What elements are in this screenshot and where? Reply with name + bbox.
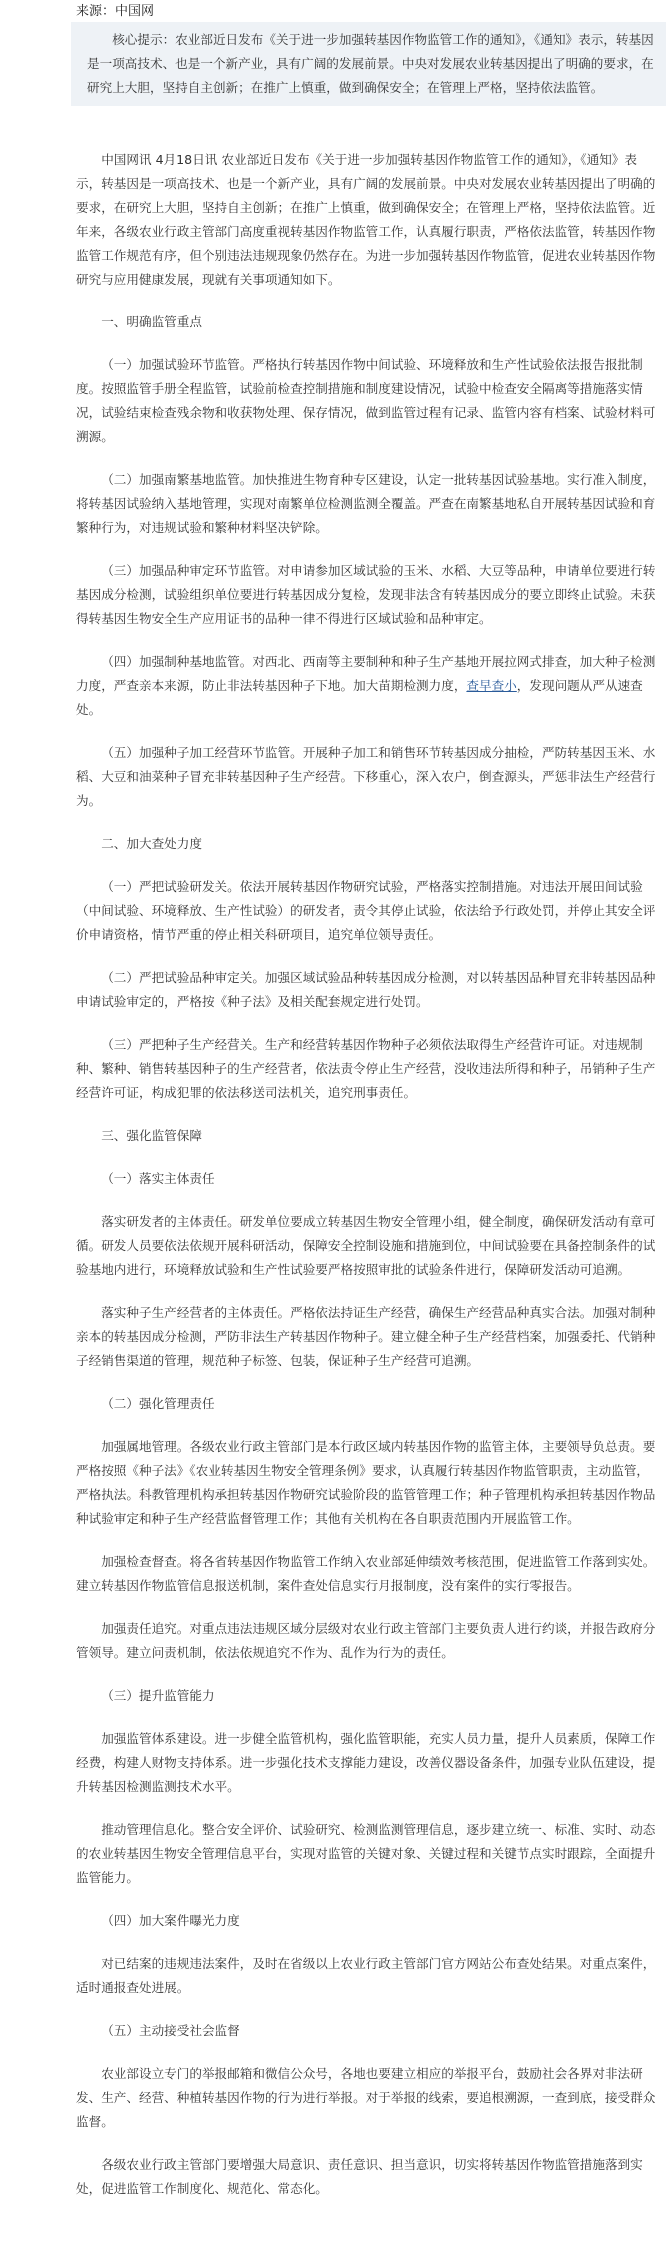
paragraph-text: （四）加强制种基地监管。对西北、西南等主要制种和种子生产基地开展拉网式排查，加大种子检测力度，严查亲本来源，防止非法转基因种子下地。加大苗期检测力度， (76, 654, 656, 693)
paragraph: 加强检查督查。将各省转基因作物监管工作纳入农业部延伸绩效考核范围，促进监管工作落到实处。建立转基因作物监管信息报送机制，案件查处信息实行月报制度，没有案件的实行零报告。 (76, 1554, 656, 1593)
paragraph (76, 650, 658, 722)
paragraph: （一）严把试验研发关。依法开展转基因作物研究试验，严格落实控制措施。对违法开展田间试验（中间试验、环境释放、生产性试验）的研发者，责令其停止试验，依法给予行政处罚，并停止其安全评价申请资格，情节严重的停止相关科研项目，追究单位领导责任。 (76, 879, 656, 942)
subsection-heading: （一）落实主体责任 (101, 1171, 215, 1186)
paragraph: 加强属地管理。各级农业行政主管部门是本行政区域内转基因作物的监管主体，主要领导负总责。要严格按照《种子法》《农业转基因生物安全管理条例》要求，认真履行转基因作物监管职责，主动监管，严格执法。科教管理机构承担转基因作物研究试验阶段的监管管理工作；种子管理机构承担转基因作物品种试验审定和种子生产经营监督管理工作；其他有关机构在各自职责范围内开展监管工作。 (76, 1439, 656, 1526)
section-heading: 一、明确监管重点 (101, 314, 202, 329)
paragraph: （三）严把种子生产经营关。生产和经营转基因作物种子必须依法取得生产经营许可证。对违规制种、繁种、销售转基因种子的生产经营者，依法责令停止生产经营，没收违法所得和种子，吊销种子生产经营许可证，构成犯罪的依法移送司法机关，追究刑事责任。 (76, 1037, 656, 1100)
lead-paragraph: 中国网讯 4月18日讯 农业部近日发布《关于进一步加强转基因作物监管工作的通知》，《通知》表示，转基因是一项高技术、也是一个新产业，具有广阔的发展前景。中央对发展农业转基因提出了明确的要求，在研究上大胆，坚持自主创新；在推广上慎重，做到确保安全；在管理上严格，坚持依法监管。近年来，各级农业行政主管部门高度重视转基因作物监管工作，认真履行职责，严格依法监管，转基因作物监管工作规范有序，但个别违法违规现象仍然存在。为进一步加强转基因作物监管，促进农业转基因作物研究与应用健康发展，现就有关事项通知如下。 (76, 152, 656, 287)
subsection-heading: （二）强化管理责任 (101, 1396, 215, 1411)
paragraph: （二）严把试验品种审定关。加强区域试验品种转基因成分检测，对以转基因品种冒充非转基因品种申请试验审定的，严格按《种子法》及相关配套规定进行处罚。 (76, 970, 656, 1009)
paragraph: 落实研发者的主体责任。研发单位要成立转基因生物安全管理小组，健全制度，确保研发活动有章可循。研发人员要依法依规开展科研活动，保障安全控制设施和措施到位，中间试验要在具备控制条件的试验基地内进行，环境释放试验和生产性试验要严格按照审批的试验条件进行，保障研发活动可追溯。 (76, 1214, 656, 1277)
subsection-heading: （四）加大案件曝光力度 (101, 1913, 240, 1928)
section-heading: 二、加大查处力度 (101, 836, 202, 851)
summary-box (71, 22, 666, 106)
paragraph: 落实种子生产经营者的主体责任。严格依法持证生产经营，确保生产经营品种真实合法。加强对制种亲本的转基因成分检测，严防非法生产转基因作物种子。建立健全种子生产经营档案，加强委托、代销种子经销售渠道的管理，规范种子标签、包装，保证种子生产经营可追溯。 (76, 1305, 656, 1368)
section-heading: 三、强化监管保障 (101, 1128, 202, 1143)
article-body (76, 148, 658, 2201)
article-source: 来源：中国网 (76, 4, 155, 19)
paragraph: 农业部设立专门的举报邮箱和微信公众号，各地也要建立相应的举报平台，鼓励社会各界对非法研发、生产、经营、种植转基因作物的行为进行举报。对于举报的线索，要追根溯源，一查到底，接受群众监督。 (76, 2066, 656, 2129)
paragraph: 各级农业行政主管部门要增强大局意识、责任意识、担当意识，切实将转基因作物监管措施落到实处，促进监管工作制度化、规范化、常态化。 (76, 2157, 643, 2196)
paragraph: （五）加强种子加工经营环节监管。开展种子加工和销售环节转基因成分抽检，严防转基因玉米、水稻、大豆和油菜种子冒充非转基因种子生产经营。下移重心，深入农户，倒查源头，严惩非法生产经营行为。 (76, 745, 656, 808)
paragraph: （二）加强南繁基地监管。加快推进生物育种专区建设，认定一批转基因试验基地。实行准入制度，将转基因试验纳入基地管理，实现对南繁单位检测监测全覆盖。严查在南繁基地私自开展转基因试验和育繁种行为，对违规试验和繁种材料坚决铲除。 (76, 472, 656, 535)
paragraph-text: ，发现问题从严从速查处。 (76, 678, 643, 717)
paragraph: （一）加强试验环节监管。严格执行转基因作物中间试验、环境释放和生产性试验依法报告报批制度。按照监管手册全程监管，试验前检查控制措施和制度建设情况，试验中检查安全隔离等措施落实情况，试验结束检查残余物和收获物处理、保存情况，做到监管过程有记录、监管内容有档案、试验材料可溯源。 (76, 357, 656, 444)
paragraph: 加强监管体系建设。进一步健全监管机构，强化监管职能，充实人员力量，提升人员素质，保障工作经费，构建人财物支持体系。进一步强化技术支撑能力建设，改善仪器设备条件，加强专业队伍建设，提升转基因检测监测技术水平。 (76, 1731, 656, 1794)
paragraph: （三）加强品种审定环节监管。对申请参加区域试验的玉米、水稻、大豆等品种，申请单位要进行转基因成分检测，试验组织单位要进行转基因成分复检，发现非法含有转基因成分的要立即终止试验。未获得转基因生物安全生产应用证书的品种一律不得进行区域试验和品种审定。 (76, 563, 656, 626)
summary-text: 核心提示：农业部近日发布《关于进一步加强转基因作物监管工作的通知》，《通知》表示，转基因是一项高技术、也是一个新产业，具有广阔的发展前景。中央对发展农业转基因提出了明确的要求，在研究上大胆，坚持自主创新；在推广上慎重，做到确保安全；在管理上严格，坚持依法监管。 (87, 32, 654, 95)
paragraph: 推动管理信息化。整合安全评价、试验研究、检测监测管理信息，逐步建立统一、标准、实时、动态的农业转基因生物安全管理信息平台，实现对监管的关键对象、关键过程和关键节点实时跟踪，全面提升监管能力。 (76, 1822, 656, 1885)
paragraph: 对已结案的违规违法案件，及时在省级以上农业行政主管部门官方网站公布查处结果。对重点案件，适时通报查处进展。 (76, 1956, 656, 1995)
subsection-heading: （三）提升监管能力 (101, 1688, 215, 1703)
paragraph: 加强责任追究。对重点违法违规区域分层级对农业行政主管部门主要负责人进行约谈，并报告政府分管领导。建立问责机制，依法依规追究不作为、乱作为行为的责任。 (76, 1621, 656, 1660)
subsection-heading: （五）主动接受社会监督 (101, 2023, 240, 2038)
inline-link[interactable]: 查早查小 (466, 678, 517, 693)
